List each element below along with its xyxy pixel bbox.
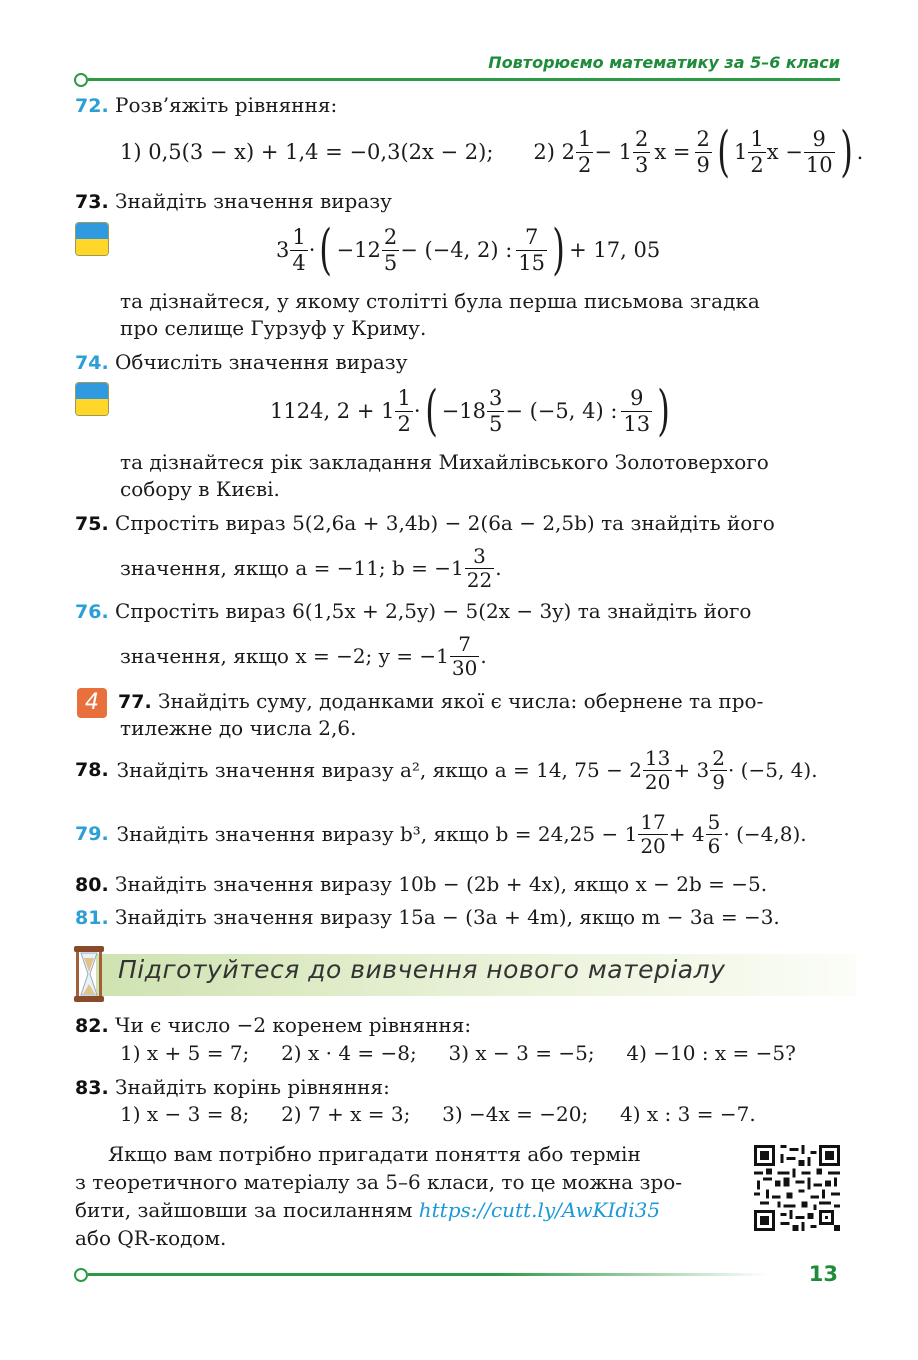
expression-part: − (−5, 4) : xyxy=(505,399,618,423)
ukraine-flag-icon xyxy=(75,222,109,256)
header-rule xyxy=(88,78,840,81)
expression-part: · (−5, 4). xyxy=(727,758,818,782)
exercise-77-line2: тилежне до числа 2,6. xyxy=(120,716,357,740)
equation-part: − 1 xyxy=(594,140,633,164)
exercise-76-line2 xyxy=(120,626,487,686)
exercise-text: Знайдіть значення виразу 15a − (3a + 4m), якщо m − 3a = −3. xyxy=(115,905,780,929)
equation-2-start: 2) 2 xyxy=(533,140,576,164)
exercise-number: 83. xyxy=(75,1077,109,1099)
exercise-number: 82. xyxy=(75,1015,109,1037)
equation-part: x = xyxy=(654,140,691,164)
exercise-number: 80. xyxy=(75,874,109,896)
exercise-78 xyxy=(75,740,818,800)
left-paren: ( xyxy=(717,120,730,183)
fraction: $\frac{2}{9}$ xyxy=(712,745,725,794)
exercise-81 xyxy=(75,904,780,932)
exercise-number: 75. xyxy=(75,513,109,535)
exercise-82 xyxy=(75,1012,471,1040)
expression-part: · xyxy=(308,238,316,262)
fraction: $\frac{2}{9}$ xyxy=(696,127,710,177)
header-rule-circle xyxy=(74,73,88,87)
exercise-73-expression xyxy=(276,220,660,280)
fraction: $\frac{3}{5}$ xyxy=(488,386,503,436)
exercise-text: Чи є число −2 коренем рівняння: xyxy=(115,1013,472,1037)
expression-part: + 4 xyxy=(668,822,705,846)
fraction: $\frac{1}{2}$ xyxy=(750,127,764,177)
fraction: $\frac{7}{15}$ xyxy=(518,225,546,275)
exercise-82-options: 1) x + 5 = 7; 2) x · 4 = −8; 3) x − 3 = −5; 4) −10 : x = −5? xyxy=(120,1041,796,1065)
exercise-text: Спростіть вираз 5(2,6a + 3,4b) − 2(6a − 2,5b) та знайдіть його xyxy=(115,511,775,535)
note-line4: або QR-кодом. xyxy=(75,1226,227,1250)
exercise-number: 78. xyxy=(75,759,109,781)
left-paren: ( xyxy=(424,379,438,442)
note-line1: Якщо вам потрібно пригадати поняття або термін xyxy=(108,1142,641,1166)
fraction: $\frac{17}{20}$ xyxy=(640,809,666,858)
fraction: $\frac{9}{10}$ xyxy=(805,127,833,177)
expression-part: + 3 xyxy=(673,758,710,782)
exercise-text: Знайдіть значення виразу 10b − (2b + 4x), якщо x − 2b = −5. xyxy=(115,872,768,896)
fraction: $\frac{3}{22}$ xyxy=(466,543,493,592)
exercise-text: Знайдіть значення виразу b³, якщо b = 24,25 − 1 xyxy=(116,822,638,846)
equation-1: 1) 0,5(3 − x) + 1,4 = −0,3(2x − 2); xyxy=(120,140,494,164)
expression-part: · (−4,8). xyxy=(723,822,807,846)
exercise-text: Знайдіть суму, доданками якої є числа: обернене та про- xyxy=(158,689,764,713)
exercise-73 xyxy=(75,188,392,216)
equation-part: x − xyxy=(766,140,803,164)
fraction: $\frac{2}{5}$ xyxy=(383,225,398,275)
resource-link[interactable]: https://cutt.ly/AwKIdi35 xyxy=(418,1198,661,1222)
exercise-74-line2: та дізнайтеся рік закладання Михайлівського Золотоверхого xyxy=(120,450,769,474)
exercise-76 xyxy=(75,598,751,626)
exercise-number: 73. xyxy=(75,191,109,213)
level-4-badge-icon: 4 xyxy=(77,688,107,718)
exercise-77 xyxy=(118,688,763,716)
exercise-number: 81. xyxy=(75,907,109,929)
exercise-72 xyxy=(75,92,337,120)
fraction: $\frac{9}{13}$ xyxy=(623,386,651,436)
note-line3 xyxy=(75,1197,660,1224)
expression-part: − (−4, 2) : xyxy=(400,238,513,262)
exercise-75-line2 xyxy=(120,538,502,598)
fraction: $\frac{1}{2}$ xyxy=(578,127,592,177)
exercise-number: 72. xyxy=(75,95,109,117)
exercise-text: Знайдіть значення виразу a², якщо a = 14, 75 − 2 xyxy=(116,758,642,782)
running-header: Повторюємо математику за 5–6 класи xyxy=(488,53,840,72)
fraction: $\frac{7}{30}$ xyxy=(451,631,478,680)
exercise-74 xyxy=(75,349,407,377)
exercise-79 xyxy=(75,804,807,864)
footer-rule-circle xyxy=(74,1268,88,1282)
exercise-text: Спростіть вираз 6(1,5x + 2,5y) − 5(2x − 3y) та знайдіть його xyxy=(115,599,752,623)
exercise-number: 74. xyxy=(75,352,109,374)
hourglass-icon xyxy=(72,944,106,1004)
expression-part: 1124, 2 + 1 xyxy=(270,399,395,423)
expression-part: + 17, 05 xyxy=(569,238,661,262)
exercise-text: Обчисліть значення виразу xyxy=(115,350,408,374)
ukraine-flag-icon xyxy=(75,382,109,416)
exercise-72-equations xyxy=(120,122,863,182)
exercise-number: 77. xyxy=(118,691,152,713)
exercise-83-options: 1) x − 3 = 8; 2) 7 + x = 3; 3) −4x = −20; 4) x : 3 = −7. xyxy=(120,1102,756,1126)
exercise-text: Розв’яжіть рівняння: xyxy=(115,93,338,117)
fraction: $\frac{13}{20}$ xyxy=(644,745,671,794)
exercise-80 xyxy=(75,871,767,899)
fraction: $\frac{2}{3}$ xyxy=(635,127,649,177)
expression-part: 3 xyxy=(276,238,290,262)
exercise-text-end: . xyxy=(480,644,487,668)
exercise-number: 79. xyxy=(75,823,109,845)
right-paren: ) xyxy=(657,379,670,442)
exercise-73-line2: та дізнайтеся, у якому столітті була перша письмова згадка xyxy=(120,289,760,313)
footer-rule xyxy=(88,1273,768,1276)
exercise-text: Знайдіть значення виразу xyxy=(115,189,392,213)
expression-part: −18 xyxy=(441,399,486,423)
equation-end: . xyxy=(856,140,864,164)
exercise-text: значення, якщо a = −11; b = −1 xyxy=(120,556,464,580)
exercise-74-expression xyxy=(270,381,674,441)
note-line2: з теоретичного матеріалу за 5–6 класи, то це можна зро- xyxy=(75,1170,683,1194)
exercise-83 xyxy=(75,1074,390,1102)
exercise-73-line3: про селище Гурзуф у Криму. xyxy=(120,316,427,340)
equation-part: 1 xyxy=(733,140,748,164)
fraction: $\frac{1}{2}$ xyxy=(397,386,411,436)
exercise-74-line3: собору в Києві. xyxy=(120,477,280,501)
banner-title: Підготуйтеся до вивчення нового матеріалу xyxy=(118,955,726,984)
exercise-75 xyxy=(75,510,775,538)
note-text: бити, зайшовши за посиланням xyxy=(75,1198,413,1222)
qr-code[interactable] xyxy=(754,1145,840,1231)
page-number: 13 xyxy=(808,1262,838,1286)
right-paren: ) xyxy=(552,218,565,281)
exercise-number: 76. xyxy=(75,601,109,623)
expression-part: −12 xyxy=(336,238,381,262)
exercise-text: значення, якщо x = −2; y = −1 xyxy=(120,644,449,668)
expression-part: · xyxy=(413,399,421,423)
fraction: $\frac{1}{4}$ xyxy=(292,225,306,275)
fraction: $\frac{5}{6}$ xyxy=(707,809,721,858)
exercise-text: Знайдіть корінь рівняння: xyxy=(115,1075,390,1099)
right-paren: ) xyxy=(839,120,853,183)
left-paren: ( xyxy=(319,218,333,281)
exercise-text-end: . xyxy=(495,556,502,580)
